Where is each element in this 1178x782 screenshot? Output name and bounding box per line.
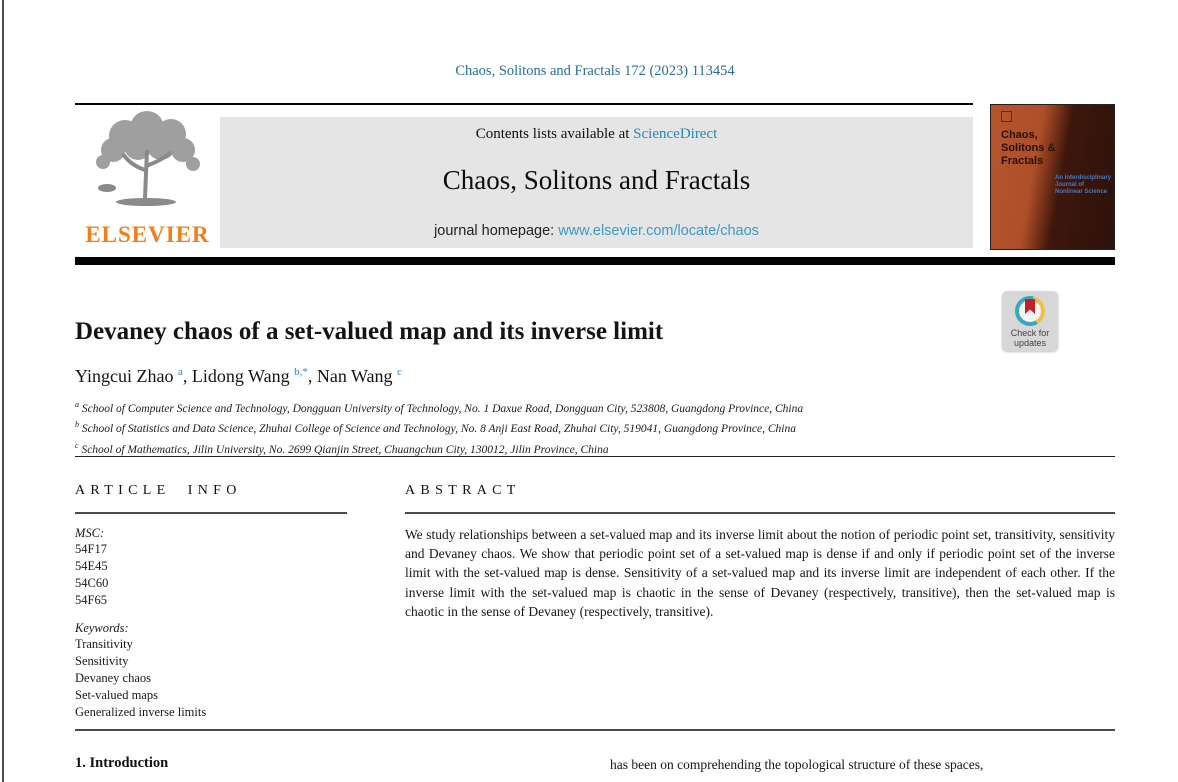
elsevier-tree-icon — [83, 110, 213, 218]
keyword-item: Sensitivity — [75, 654, 129, 668]
journal-title: Chaos, Solitons and Fractals — [442, 165, 751, 195]
article-info-rule — [75, 512, 347, 514]
author-name: Yingcui Zhao — [75, 366, 178, 386]
contents-lists-line — [220, 126, 973, 143]
msc-item: 54F17 — [75, 542, 107, 556]
keywords-label: Keywords: — [75, 621, 129, 635]
affiliation-list — [75, 397, 1115, 458]
article-title: Devaney chaos of a set-valued map and its inverse limit — [75, 318, 664, 345]
keyword-item: Generalized inverse limits — [75, 705, 207, 719]
abstract-rule — [405, 512, 1115, 514]
affiliation-line: $^b$ School of Statistics and Data Science, Zhuhai College of Science and Technology, No. 8 Anji East Road, Zhuhai City, 519041, Guangdong Province, China — [75, 420, 796, 436]
msc-item: 54F65 — [75, 593, 107, 607]
abstract-text: We study relationships between a set-valued map and its inverse limit about the notion of periodic point set, transitivity, sensitivity and Devaney chaos. We show that periodic point set of a set-valued map is dense if and only if periodic point set of the inverse limit with the set-valued map is dense. Sensitivity of a set-valued map and its inverse limit are independent of each other. If the inverse limit with the set-valued map is chaotic in the sense of Devaney (respectively, transitive), then the set-valued map is chaotic in the sense of Devaney (respectively, transitive). — [405, 527, 1115, 619]
journal-citation: Chaos, Solitons and Fractals 172 (2023) 113454 — [455, 63, 735, 79]
article-info-column — [75, 483, 347, 721]
elsevier-logo — [75, 110, 220, 250]
cover-logo-mark — [1001, 111, 1012, 122]
keyword-item: Devaney chaos — [75, 671, 152, 685]
author-affiliation-mark[interactable]: c — [397, 366, 402, 378]
author-name: Lidong Wang — [191, 366, 295, 386]
author-line: Yingcui Zhao $^a$, Lidong Wang $^{b,*}$, Nan Wang $^c$ — [75, 366, 402, 386]
abstract-column — [405, 483, 1115, 621]
author-affiliation-mark[interactable]: a — [177, 366, 183, 378]
sciencedirect-link[interactable]: ScienceDirect — [633, 126, 718, 142]
author-affiliation-mark[interactable]: b,* — [294, 366, 308, 378]
abstract-bottom-rule — [75, 729, 1115, 731]
author-name: Nan Wang — [316, 366, 398, 386]
journal-cover-thumbnail[interactable] — [990, 104, 1115, 250]
abstract-heading: ABSTRACT — [405, 483, 521, 498]
header-thick-bar — [75, 257, 1115, 265]
keyword-item: Set-valued maps — [75, 688, 158, 702]
homepage-link[interactable]: www.elsevier.com/locate/chaos — [558, 223, 759, 239]
section-heading-introduction: 1. Introduction — [75, 755, 169, 771]
article-info-heading: ARTICLE INFO — [75, 483, 242, 498]
check-badge-label: Check for updates — [1010, 328, 1050, 348]
msc-label: MSC: — [75, 526, 105, 540]
homepage-label: journal homepage: — [434, 223, 559, 239]
keyword-item: Transitivity — [75, 637, 133, 651]
affiliation-separator-rule — [75, 456, 1115, 457]
cover-title: Chaos, Solitons & Fractals — [1001, 129, 1056, 167]
msc-item: 54E45 — [75, 559, 108, 573]
cover-subtitle: An Interdisciplinary Journal of Nonlinear Science — [1055, 175, 1112, 195]
journal-banner — [220, 117, 973, 248]
crossmark-ring-icon — [1015, 296, 1045, 326]
affiliation-line: $^a$ School of Computer Science and Technology, Dongguan University of Technology, No. 1 Daxue Road, Dongguan City, 523808, Guangdong Province, China — [75, 400, 804, 415]
window-left-border — [2, 0, 4, 782]
msc-item: 54C60 — [75, 576, 109, 590]
body-right-column-text: has been on comprehending the topological structure of these spaces, — [610, 757, 984, 772]
elsevier-wordmark: ELSEVIER — [85, 222, 210, 247]
homepage-line — [220, 223, 973, 239]
affiliation-line: $^c$ School of Mathematics, Jilin University, No. 2699 Qianjin Street, Chuangchun City, 130012, Jilin Province, China — [75, 440, 609, 456]
header-top-rule — [75, 103, 973, 105]
contents-lists-text: Contents lists available at — [475, 126, 634, 142]
